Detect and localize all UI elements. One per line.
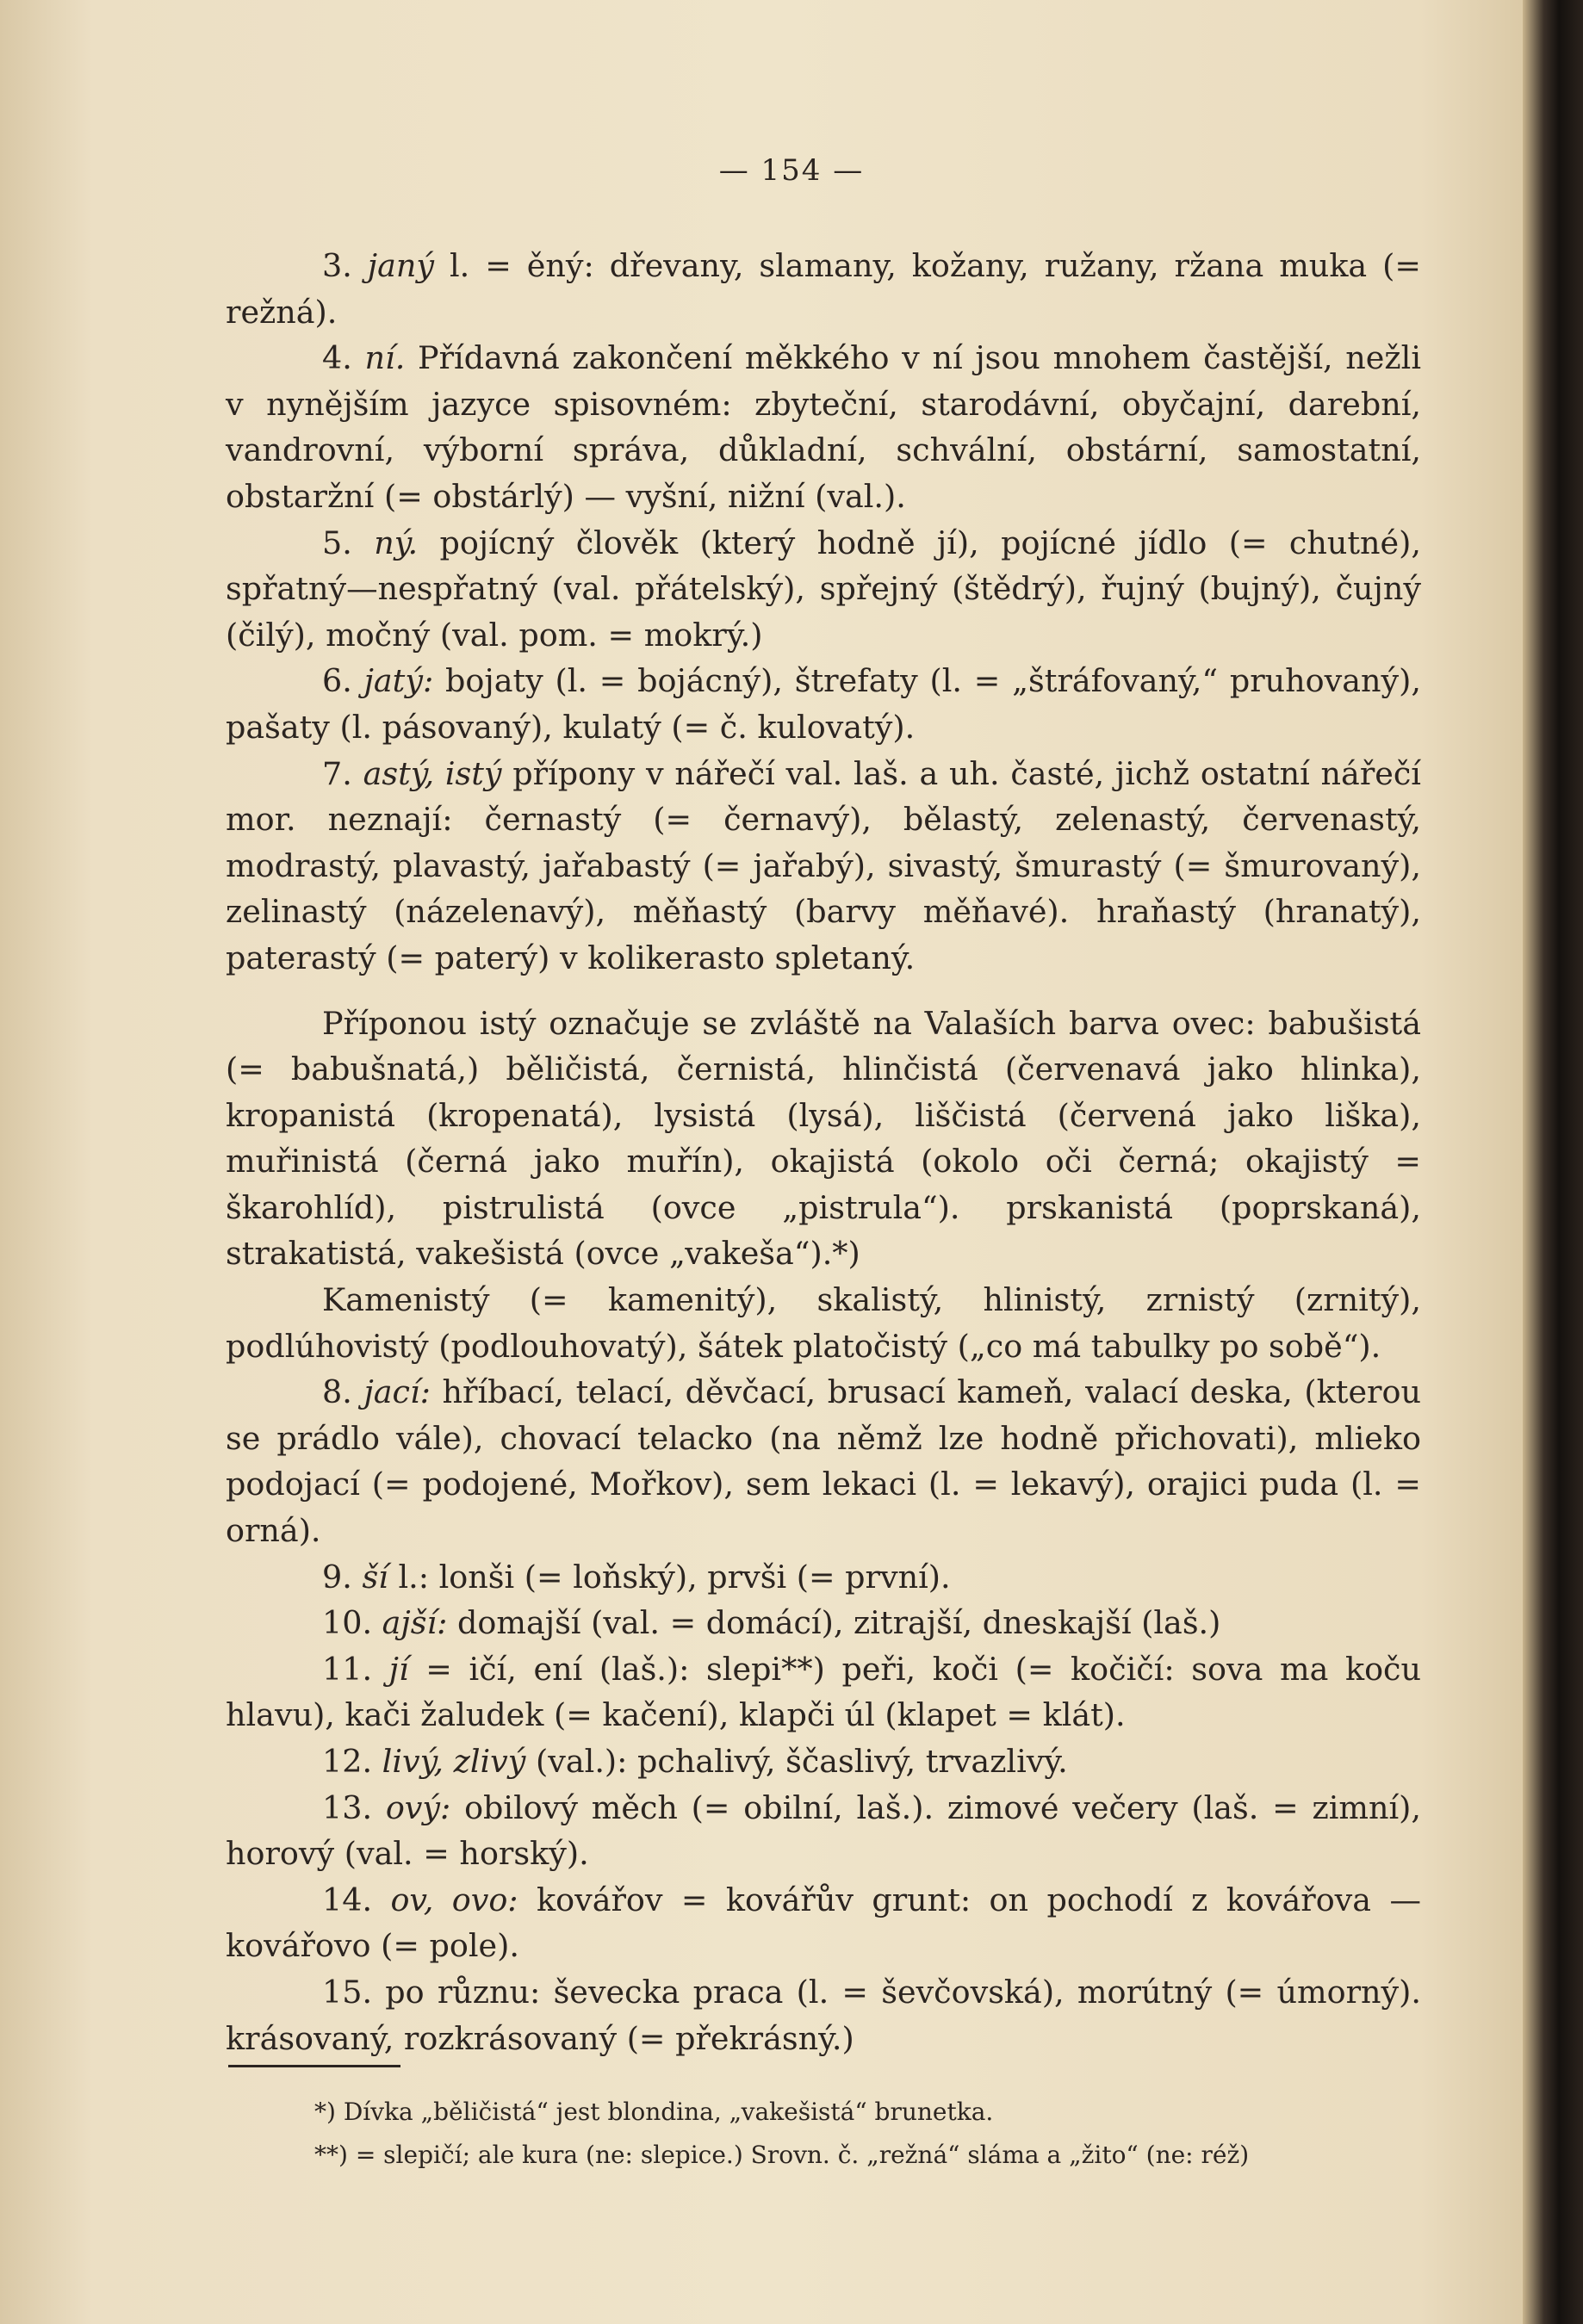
suffix-term: jací: [363, 1373, 431, 1411]
footnote: *) Dívka „běličistá“ jest blondina, „vakešistá“ brunetka. [314, 2098, 994, 2126]
suffix-term: ov, ovo: [390, 1881, 518, 1918]
paragraph [226, 1001, 1421, 1278]
paragraph [226, 335, 1421, 519]
paragraph-text: přípony v nářečí val. laš. a uh. časté, jichž ostatní nářečí mor. neznají: černastý (= černavý), bělastý, zelenastý, červenastý, modrastý, plavastý, jařabastý (= jařabý), sivastý, šmurastý (= šmurovaný), zelinastý (názelenavý), měňastý (barvy měňavé). hraňastý (hranatý), paterastý (= paterý) v kolikerasto spletaný. [226, 754, 1421, 976]
suffix-term: livý, zlivý [382, 1743, 526, 1780]
paragraph-number: 15. [322, 1973, 386, 2011]
paragraph-text: obilový měch (= obilní, laš.). zimové večery (laš. = zimní), horový (val. = horský). [226, 1788, 1421, 1873]
paragraph [226, 1277, 1421, 1369]
page-number: — 154 — [718, 153, 865, 188]
paragraph-text: domajší (val. = domácí), zitrajší, dneskajší (laš.) [447, 1604, 1221, 1642]
paragraph-text: po různu: ševecka praca (l. = ševčovská), morútný (= úmorný). krásovaný, rozkrásovaný (= překrásný.) [226, 1973, 1421, 2057]
paragraph-number: 12. [322, 1743, 382, 1780]
paragraph-text: bojaty (l. = bojácný), štrefaty (l. = „štráfovaný,“ pruhovaný), pašaty (l. pásovaný), kulatý (= č. kulovatý). [226, 662, 1421, 746]
paragraph-number: 9. [322, 1558, 363, 1596]
paragraph-number: 6. [322, 662, 364, 700]
paragraph-text: = ičí, ení (laš.): slepi**) peři, koči (= kočičí: sova ma koču hlavu), kači žaludek (= kačení), klapči úl (klapet = klát). [226, 1650, 1422, 1734]
suffix-term: jatý: [363, 662, 434, 700]
paragraph [226, 1785, 1421, 1877]
paragraph-text: (val.): pchalivý, ščaslivý, trvazlivý. [525, 1743, 1068, 1780]
paragraph-text: l. = ěný: dřevany, slamany, kožany, ružany, ržana muka (= režná). [226, 247, 1421, 331]
paragraph-text: Kamenistý (= kamenitý), skalistý, hlinistý, zrnistý (zrnitý), podlúhovistý (podlouhovatý), šátek platočistý („co má tabulky po sobě“). [226, 1281, 1421, 1365]
paragraph [226, 1600, 1421, 1646]
paragraph [226, 1877, 1421, 1969]
main-text [226, 243, 1421, 2061]
book-spine-shadow [1523, 0, 1583, 2324]
paragraph-number: 10. [322, 1604, 382, 1642]
footnote-rule [228, 2065, 400, 2067]
paragraph-number: 8. [322, 1373, 364, 1411]
paragraph-text: l.: lonši (= loňský), prvši (= první). [388, 1558, 951, 1596]
paragraph-number: 14. [322, 1881, 391, 1918]
paragraph [226, 1646, 1421, 1738]
paragraph-text: Příponou istý označuje se zvláště na Valaších barva ovec: babušistá (= babušnatá,) běličistá, černistá, hlinčistá (červenavá jako hlinka), kropanistá (kropenatá), lysistá (lysá), liščistá (červená jako liška), muřinistá (černá jako muřín), okajistá (okolo oči černá; okajistý = škarohlíd), pistrulistá (ovce „pistrula“). prskanistá (poprskaná), strakatistá, vakešistá (ovce „vakeša“).*) [226, 1004, 1421, 1273]
suffix-term: ný. [374, 524, 419, 561]
paragraph [226, 520, 1421, 659]
suffix-term: ší [362, 1558, 388, 1596]
paragraph-text: pojícný člověk (který hodně jí), pojícné jídlo (= chutné), spřatný—nespřatný (val. přátelský), spřejný (štědrý), řujný (bujný), čujný (čilý), močný (val. pom. = mokrý.) [226, 524, 1421, 654]
paragraph [226, 1969, 1421, 2061]
paragraph-number: 4. [322, 339, 365, 377]
paragraph [226, 1369, 1421, 1553]
suffix-term: ový: [385, 1788, 451, 1826]
paragraph-number: 7. [322, 754, 363, 792]
footnotes [314, 2091, 1425, 2177]
paragraph-text: kovářov = kovářův grunt: on pochodí z kovářova — kovářovo (= pole). [226, 1881, 1421, 1965]
paragraph-number: 13. [322, 1788, 386, 1826]
paragraph-number: 5. [322, 524, 375, 561]
paragraph [226, 658, 1421, 750]
paragraph-number: 3. [322, 247, 368, 284]
paragraph-text: hříbací, telací, děvčací, brusací kameň, valací deska, (kterou se prádlo vále), chovací telacko (na němž lze hodně přichovati), mlieko podojací (= podojené, Mořkov), sem lekaci (l. = lekavý), orajici puda (l. = orná). [226, 1373, 1421, 1550]
suffix-term: ajší: [382, 1604, 448, 1642]
paragraph [226, 1738, 1421, 1785]
paragraph-number: 11. [322, 1650, 389, 1688]
suffix-term: janý [367, 247, 435, 284]
suffix-term: jí [388, 1650, 409, 1688]
paragraph [226, 751, 1421, 982]
paragraph [226, 243, 1421, 335]
suffix-term: astý, istý [363, 754, 502, 792]
suffix-term: ní. [364, 339, 406, 377]
footnote: **) = slepičí; ale kura (ne: slepice.) Srovn. č. „režná“ sláma a „žito“ (ne: réž) [314, 2141, 1250, 2169]
paragraph-text: Přídavná zakončení měkkého v ní jsou mnohem častější, nežli v nynějším jazyce spisovném: zbyteční, starodávní, obyčajní, darební, vandrovní, výborní správa, důkladní, schvální, obstární, samostatní, obstaržní (= obstárlý) — vyšní, nižní (val.). [226, 339, 1421, 515]
paragraph [226, 1554, 1421, 1601]
